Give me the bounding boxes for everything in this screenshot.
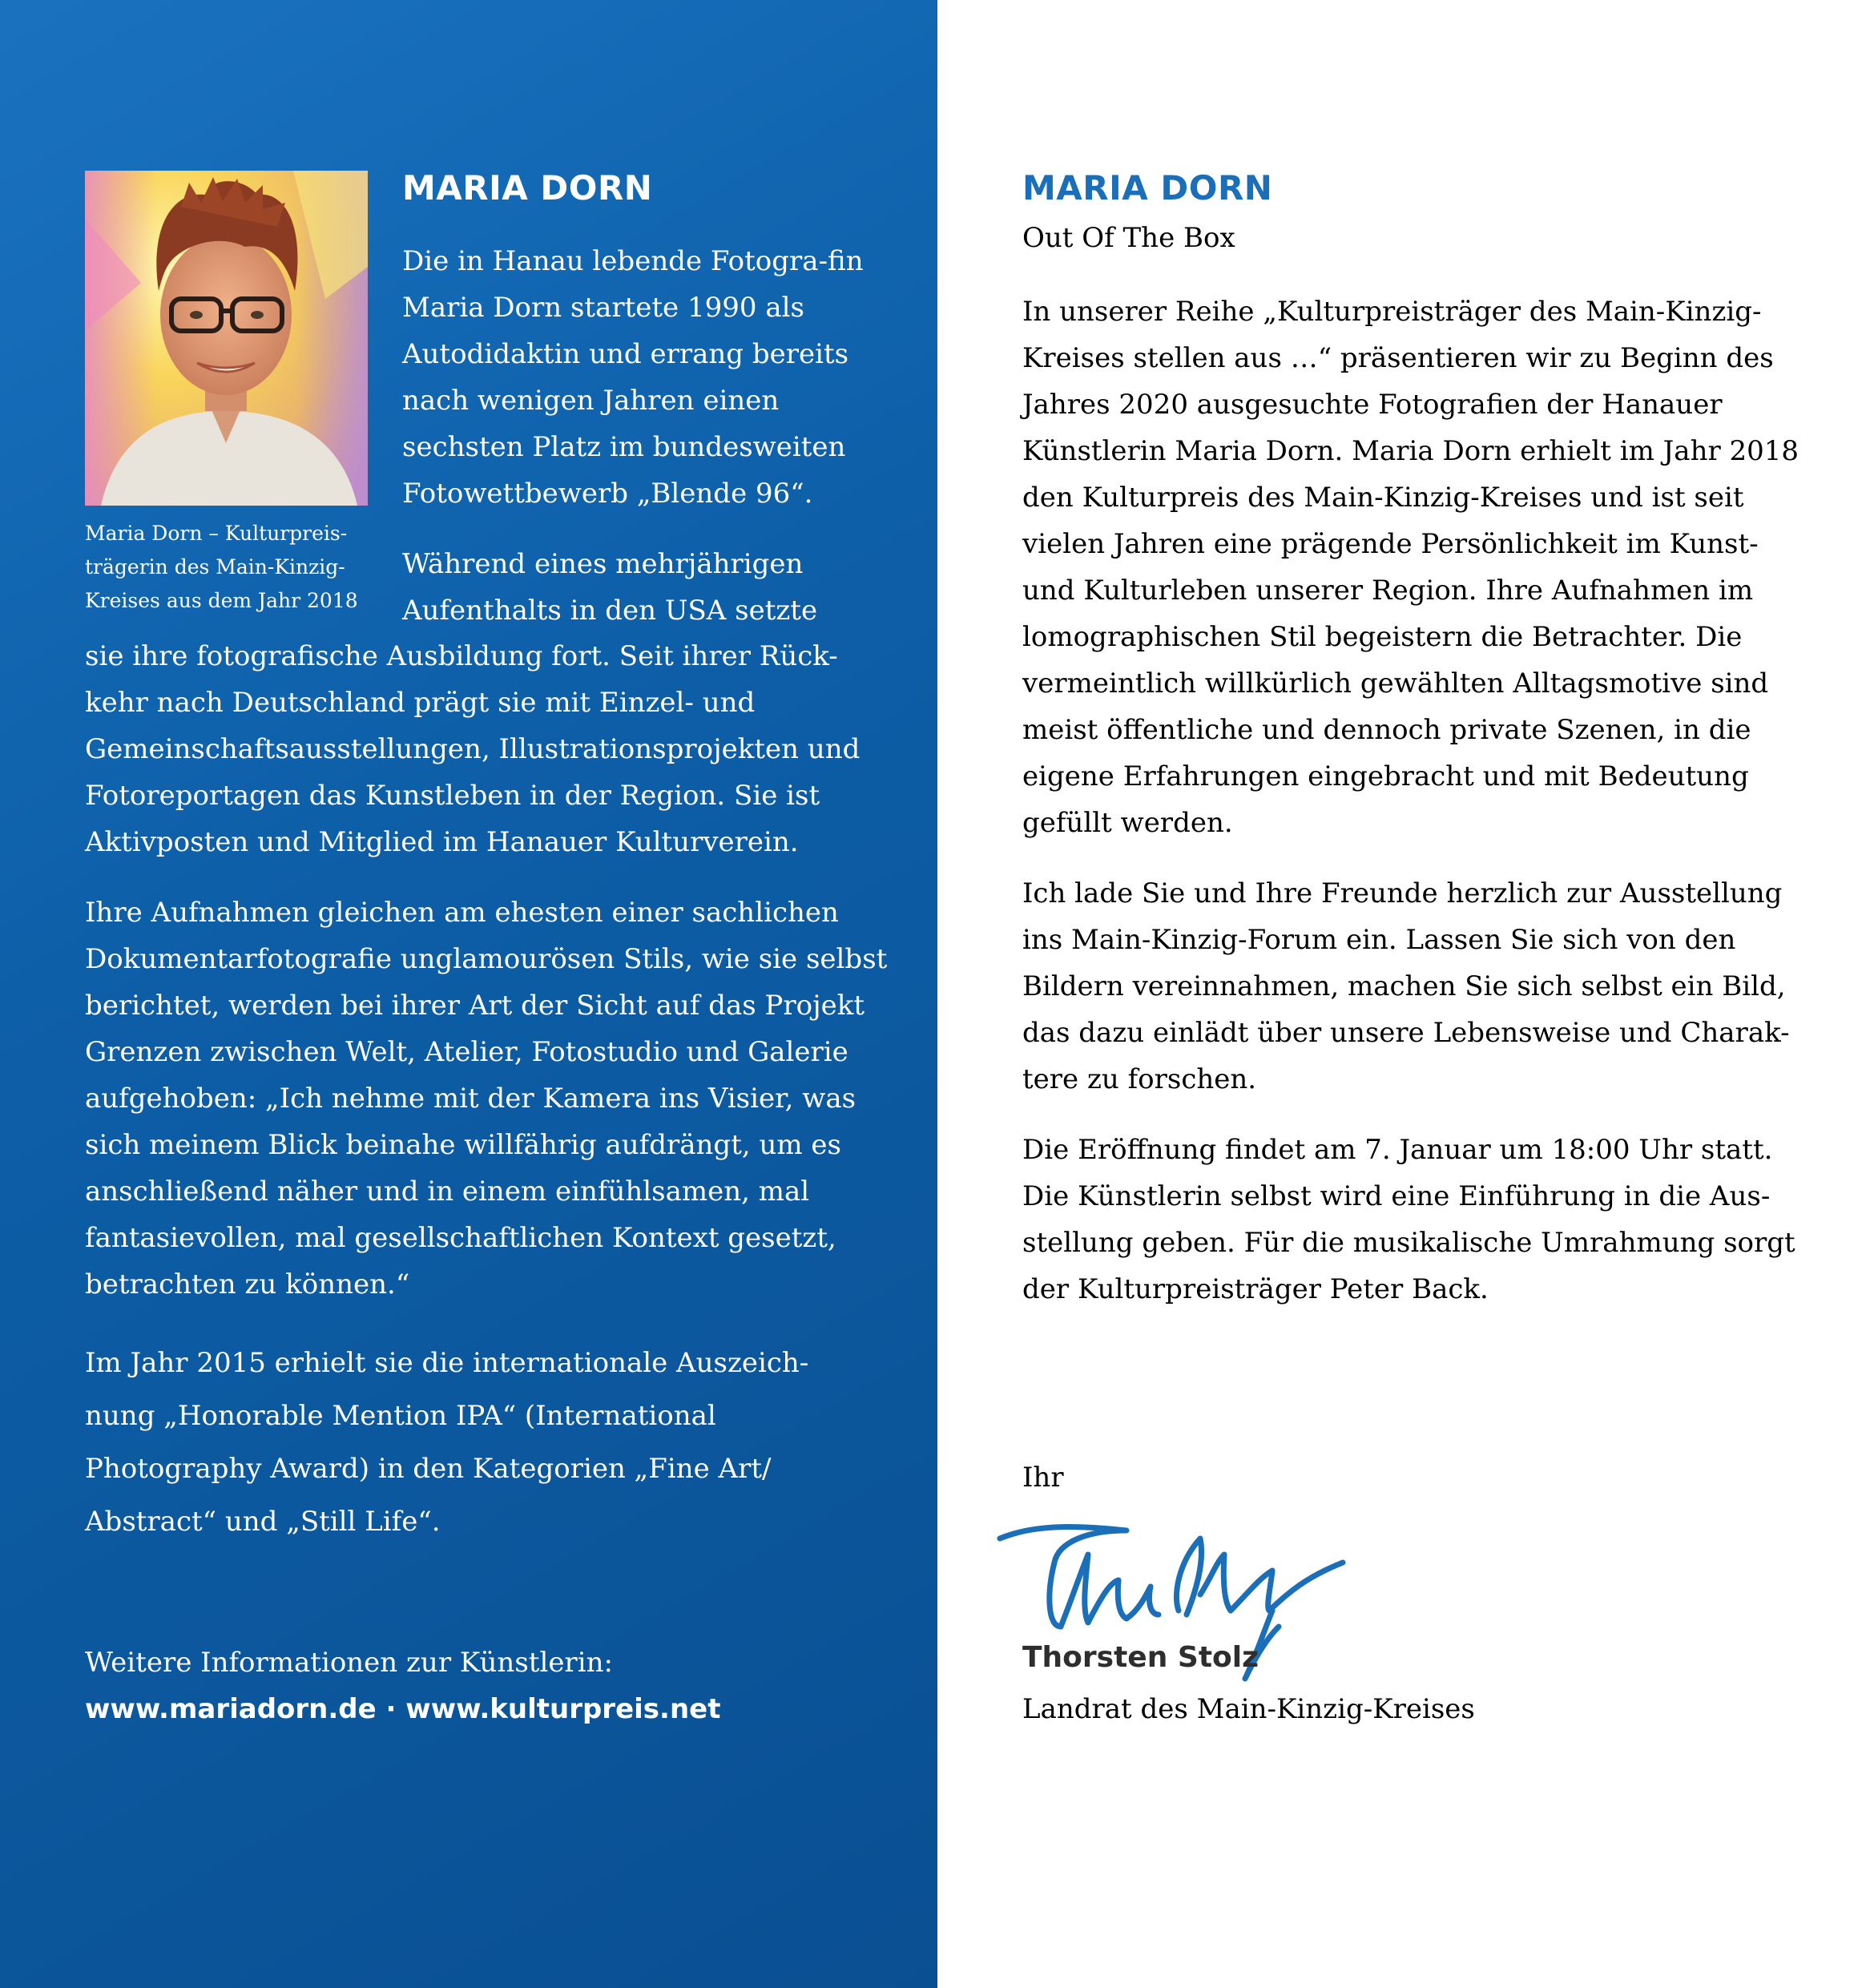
link-separator: ·	[376, 1693, 406, 1725]
caption-line: Maria Dorn – Kulturpreis-	[85, 522, 348, 545]
more-info-label: Weitere Informationen zur Künstlerin:	[85, 1647, 613, 1679]
artist-heading: MARIA DORN	[402, 168, 653, 208]
invitation-paragraph: In unserer Reihe „Kulturpreisträger des Main-Kinzig-Kreises stellen aus …“ präsentieren wir zu Beginn des Jahres 2020 ausgesuchte Fotografien der Hanauer Künstlerin Maria Dorn. Maria Dorn erhielt im Jahr 2018 den Kulturpreis des Main-Kinzig-Kreises und ist seit vielen Jahren eine prägende Persönlichkeit im Kunst- und Kulturleben unserer Region. Ihre Aufnahmen im lomographischen Stil begeistern die Betrachter. Die vermeintlich willkürlich gewählten Alltagsmotive sind meist öffentliche und dennoch private Szenen, in die eigene Erfahrungen eingebracht und mit Bedeutung gefüllt werden.	[1022, 296, 1799, 839]
exhibition-heading: MARIA DORN	[1022, 168, 1273, 208]
signer-name: Thorsten Stolz	[1022, 1641, 1259, 1674]
exhibition-subtitle: Out Of The Box	[1022, 222, 1235, 254]
kulturpreis-link[interactable]: www.kulturpreis.net	[405, 1693, 721, 1725]
intro-paragraph: Die in Hanau lebende Fotogra-fin Maria Dorn startete 1990 als Autodidaktin und errang bereits nach wenigen Jahren einen sechsten Platz im bundesweiten Fotowettbewerb „Blende 96“.	[402, 245, 864, 510]
caption-line: trägerin des Main-Kinzig-	[85, 555, 345, 579]
portrait-photo	[85, 171, 368, 506]
biography-paragraph: sie ihre fotografische Ausbildung fort. Seit ihrer Rück-kehr nach Deutschland prägt sie mit Einzel- und Gemeinschaftsausstellungen, Illustrationsprojekten und Fotoreportagen das Kunstleben in der Region. Sie ist Aktivposten und Mitglied im Hanauer Kulturverein.	[85, 640, 860, 858]
portrait-caption	[85, 517, 365, 618]
award-text	[85, 1337, 854, 1548]
biography-paragraph: Ihre Aufnahmen gleichen am ehesten einer sachlichen Dokumentarfotografie unglamourösen Stils, wie sie selbst berichtet, werden bei ihrer Art der Sicht auf das Projekt Grenzen zwischen Welt, Atelier, Fotostudio und Galerie aufgehoben: „Ich nehme mit der Kamera ins Visier, was sich meinem Blick beinahe willfährig aufdrängt, um es anschließend näher und in einem einfühlsamen, mal fantasievollen, mal gesellschaftlichen Kontext gesetzt, betrachten zu können.“	[85, 897, 888, 1300]
invitation-paragraph: Ich lade Sie und Ihre Freunde herzlich zur Ausstellung ins Main-Kinzig-Forum ein. Lassen Sie sich von den Bildern vereinnahmen, machen Sie sich selbst ein Bild, das dazu einlädt über unsere Lebensweise und Charak-tere zu forschen.	[1022, 877, 1790, 1095]
closing-word: Ihr	[1022, 1462, 1064, 1494]
links-line	[85, 1686, 886, 1732]
website-link[interactable]: www.mariadorn.de	[85, 1693, 377, 1725]
award-paragraph: Im Jahr 2015 erhielt sie die internationale Auszeich-nung „Honorable Mention IPA“ (International Photography Award) in den Kategorien „Fine Art/ Abstract“ und „Still Life“.	[85, 1347, 809, 1538]
caption-line: Kreises aus dem Jahr 2018	[85, 589, 358, 612]
invitation-text	[1022, 288, 1816, 1337]
more-info	[85, 1639, 886, 1732]
signer-title: Landrat des Main-Kinzig-Kreises	[1022, 1693, 1475, 1725]
intro-paragraph: Während eines mehrjährigen Aufenthalts in den USA setzte	[402, 548, 818, 627]
artist-biography	[85, 633, 894, 1332]
intro-text	[402, 238, 883, 634]
invitation-paragraph: Die Eröffnung findet am 7. Januar um 18:00 Uhr statt. Die Künstlerin selbst wird eine Einführung in die Aus-stellung geben. Für die musikalische Umrahmung sorgt der Kulturpreisträger Peter Back.	[1022, 1134, 1795, 1305]
